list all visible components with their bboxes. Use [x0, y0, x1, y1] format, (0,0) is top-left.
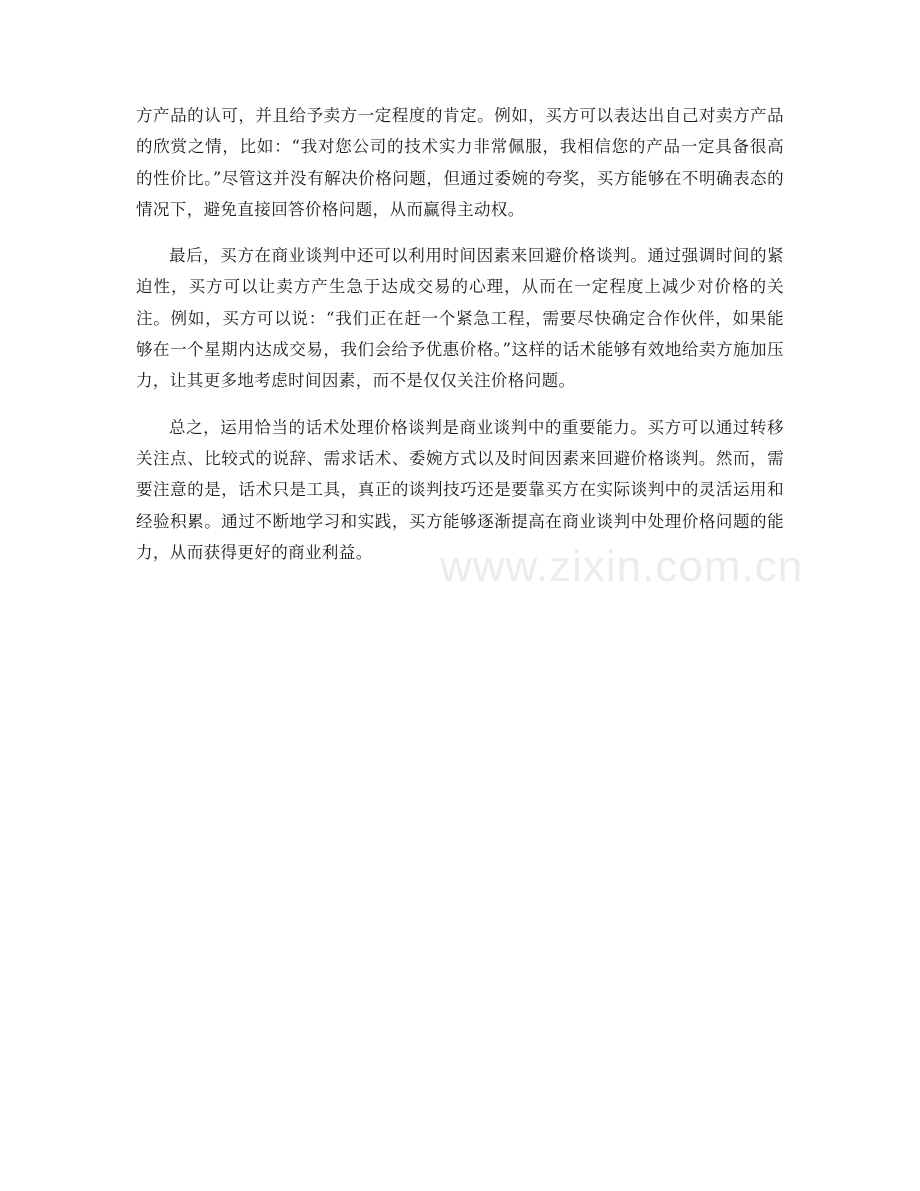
paragraph-continuation: 方产品的认可，并且给予卖方一定程度的肯定。例如，买方可以表达出自己对卖方产品的欣赏之情，比如：“我对您公司的技术实力非常佩服，我相信您的产品一定具备很高的性价比。”尽管这并没有解决价格问题，但通过委婉的夸奖，买方能够在不明确表态的情况下，避免直接回答价格问题，从而赢得主动权。 [136, 106, 784, 219]
document-body [136, 100, 784, 583]
paragraph-conclusion: 总之，运用恰当的话术处理价格谈判是商业谈判中的重要能力。买方可以通过转移关注点、比较式的说辞、需求话术、委婉方式以及时间因素来回避价格谈判。然而，需要注意的是，话术只是工具，真正的谈判技巧还是要靠买方在实际谈判中的灵活运用和经验积累。通过不断地学习和实践，买方能够逐渐提高在商业谈判中处理价格问题的能力，从而获得更好的商业利益。 [136, 417, 784, 562]
paragraph-time-factor: 最后，买方在商业谈判中还可以利用时间因素来回避价格谈判。通过强调时间的紧迫性，买方可以让卖方产生急于达成交易的心理，从而在一定程度上减少对价格的关注。例如，买方可以说：“我们正在赶一个紧急工程，需要尽快确定合作伙伴，如果能够在一个星期内达成交易，我们会给予优惠价格。”这样的话术能够有效地给卖方施加压力，让其更多地考虑时间因素，而不是仅仅关注价格问题。 [136, 246, 784, 391]
watermark: www.zixin.com.cn [440, 542, 804, 591]
